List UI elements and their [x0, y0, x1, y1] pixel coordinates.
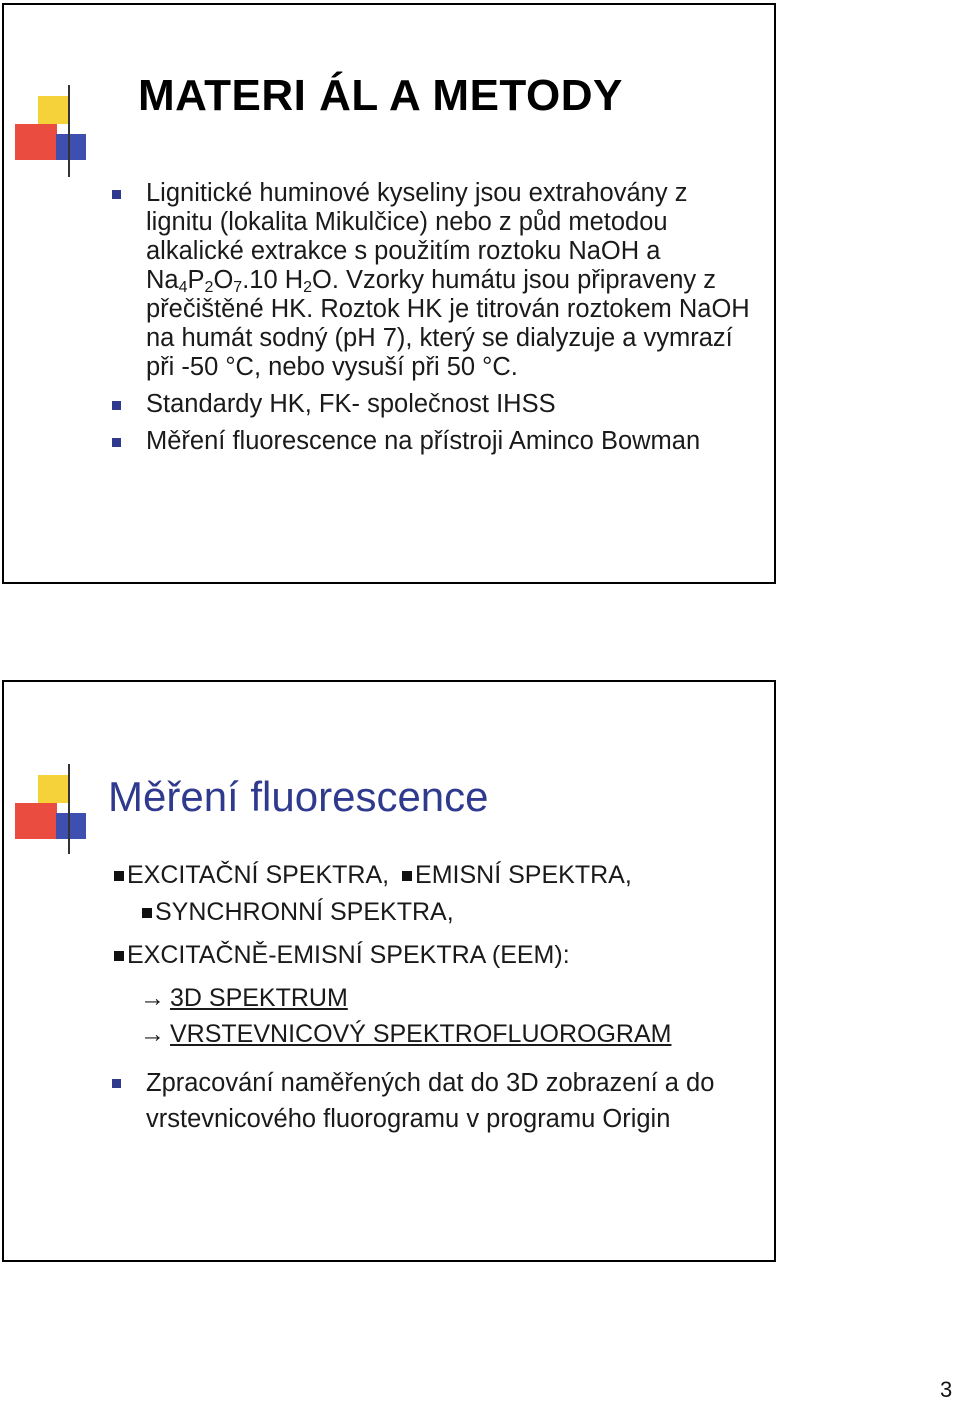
spectra-line-3	[114, 940, 570, 970]
blue-square	[56, 134, 86, 160]
bullet-text-part: .10 H	[242, 266, 304, 294]
slide-decoration-logo	[12, 764, 112, 864]
red-square	[15, 124, 57, 160]
bullet-text: Měření fluorescence na přístroji Aminco Bowman	[146, 427, 701, 455]
arrow-item-label: 3D SPEKTRUM	[170, 984, 348, 1012]
yellow-square	[38, 775, 68, 803]
slide-title: Měření fluorescence	[108, 773, 489, 820]
vertical-rule	[68, 85, 70, 177]
slide-materials-methods	[2, 3, 776, 584]
slide-title: MATERI ÁL A METODY	[138, 71, 623, 120]
arrow-right-icon: →	[140, 984, 165, 1012]
blue-square	[56, 813, 86, 839]
square-bullet-icon	[114, 951, 124, 961]
spectra-line-2	[142, 897, 454, 927]
spectra-label: SYNCHRONNÍ SPEKTRA,	[155, 898, 454, 926]
slide-decoration-logo	[12, 85, 112, 185]
arrow-item-2	[140, 1019, 671, 1049]
list-item	[112, 390, 752, 419]
slide-fluorescence-measurement	[2, 680, 776, 1262]
subscript: 2	[204, 279, 214, 296]
yellow-square	[38, 96, 68, 124]
subscript: 7	[233, 279, 243, 296]
subscript: 2	[303, 279, 313, 296]
subscript: 4	[178, 279, 188, 296]
square-bullet-icon	[142, 908, 152, 918]
bullet-icon	[112, 190, 121, 199]
bullet-text-part: P	[187, 266, 205, 294]
square-bullet-icon	[114, 871, 124, 881]
spectra-label: EMISNÍ SPEKTRA,	[415, 861, 632, 889]
bullet-text-part: O	[213, 266, 234, 294]
bullet-text: Standardy HK, FK- společnost IHSS	[146, 390, 556, 418]
arrow-item-1	[140, 983, 348, 1013]
vertical-rule	[68, 764, 70, 854]
spectra-label: EXCITAČNÍ SPEKTRA,	[127, 861, 390, 889]
bullet-icon	[112, 401, 121, 410]
bullet-icon	[112, 1079, 121, 1088]
spectra-label: EXCITAČNĚ-EMISNÍ SPEKTRA (EEM):	[127, 941, 570, 969]
arrow-item-label: VRSTEVNICOVÝ SPEKTROFLUOROGRAM	[170, 1020, 672, 1048]
bullet-icon	[112, 438, 121, 447]
arrow-right-icon: →	[140, 1020, 165, 1048]
red-square	[15, 803, 57, 839]
bullet-text-part: Lignitické huminové kyseliny jsou extrahovány z lignitu (lokalita Mikulčice) nebo z půd metodou alkalické extrakce s použitím roztoku NaOH a Na	[146, 179, 688, 294]
spectra-line-1	[114, 860, 632, 890]
list-item	[112, 1065, 762, 1137]
bullet-text: Zpracování naměřených dat do 3D zobrazení a do vrstevnicového fluorogramu v programu Origin	[146, 1069, 715, 1133]
bullet-list	[112, 179, 752, 464]
bullet-text-part: O. Vzorky humátu jsou připraveny z přečištěné HK. Roztok HK je titrován roztokem NaOH na humát sodný (pH 7), který se dialyzuje a vymrazí při -50 °C, nebo vysuší při 50 °C.	[146, 266, 750, 381]
page-number: 3	[940, 1377, 953, 1402]
square-bullet-icon	[402, 871, 412, 881]
bullet-list	[112, 1065, 762, 1137]
list-item	[112, 179, 752, 382]
list-item	[112, 427, 752, 456]
